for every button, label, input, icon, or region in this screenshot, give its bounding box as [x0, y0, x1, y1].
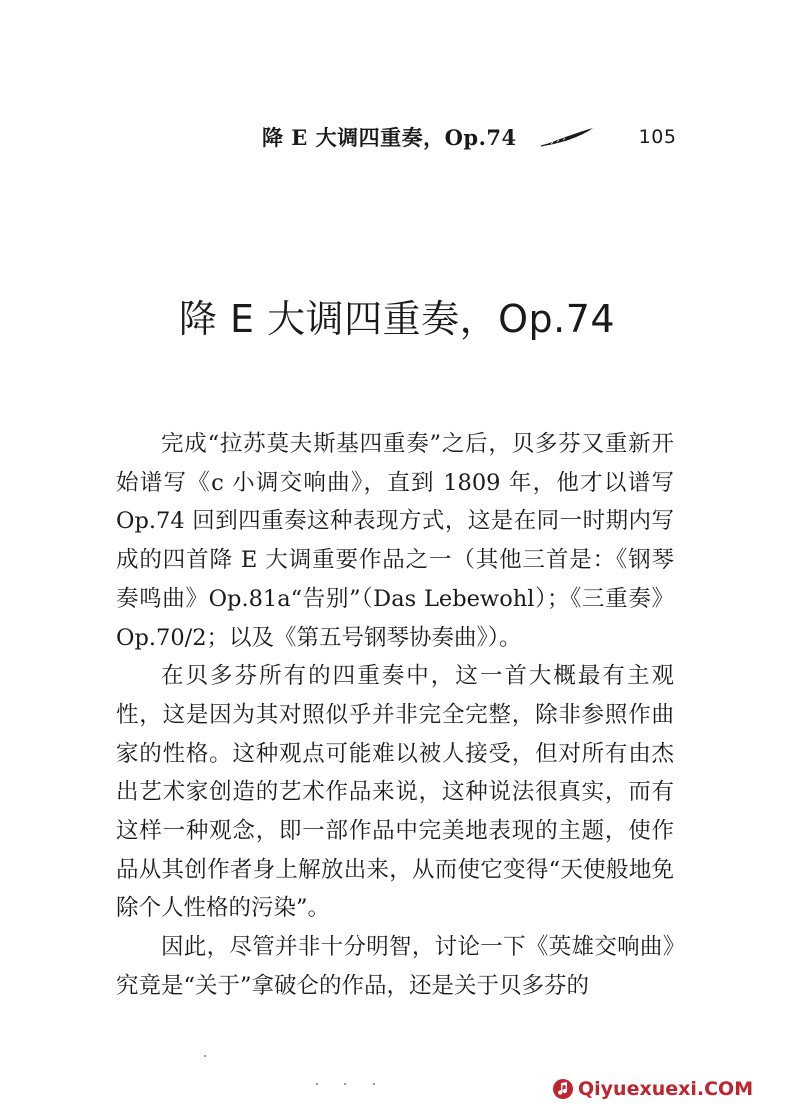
paragraph-2: 在贝多芬所有的四重奏中，这一首大概最有主观性，这是因为其对照似乎并非完全完整，除非参照作曲家的性格。这种观点可能难以被人接受，但对所有由杰出艺术家创造的艺术作品来说，这种说法很真实，而有这样一种观念，即一部作品中完美地表现的主题，使作品从其创作者身上解放出来，从而使它变得“天使般地免除个人性格的污染”。 — [116, 663, 674, 922]
body-text — [116, 425, 674, 1006]
paragraph-1: 完成“拉苏莫夫斯基四重奏”之后，贝多芬又重新开始谱写《c 小调交响曲》，直到 1809 年，他才以谱写 Op.74 回到四重奏这种表现方式，这是在同一时期内写成的四首降 E 大调重要作品之一（其他三首是：《钢琴奏鸣曲》Op.81a“告别”（Das Lebewohl）；《三重奏》Op.70/2；以及《第五号钢琴协奏曲》）。 — [116, 431, 674, 651]
watermark-text: Qiyuexuexi.COM — [578, 1078, 754, 1100]
page-number: 105 — [638, 126, 677, 148]
paragraph-3: 因此，尽管并非十分明智，讨论一下《英雄交响曲》究竟是“关于”拿破仑的作品，还是关于贝多芬的 — [116, 934, 674, 999]
music-note-icon — [552, 1078, 574, 1100]
running-title: 降 E 大调四重奏，Op.74 — [262, 125, 517, 150]
scan-speck — [316, 1083, 318, 1085]
running-header — [262, 122, 676, 152]
scan-speck — [373, 1083, 375, 1085]
scan-speck — [204, 1055, 206, 1057]
scan-speck — [344, 1083, 346, 1085]
quill-ornament-icon — [539, 126, 595, 148]
chapter-title: 降 E 大调四重奏，Op.74 — [178, 297, 616, 341]
site-watermark — [552, 1071, 753, 1107]
